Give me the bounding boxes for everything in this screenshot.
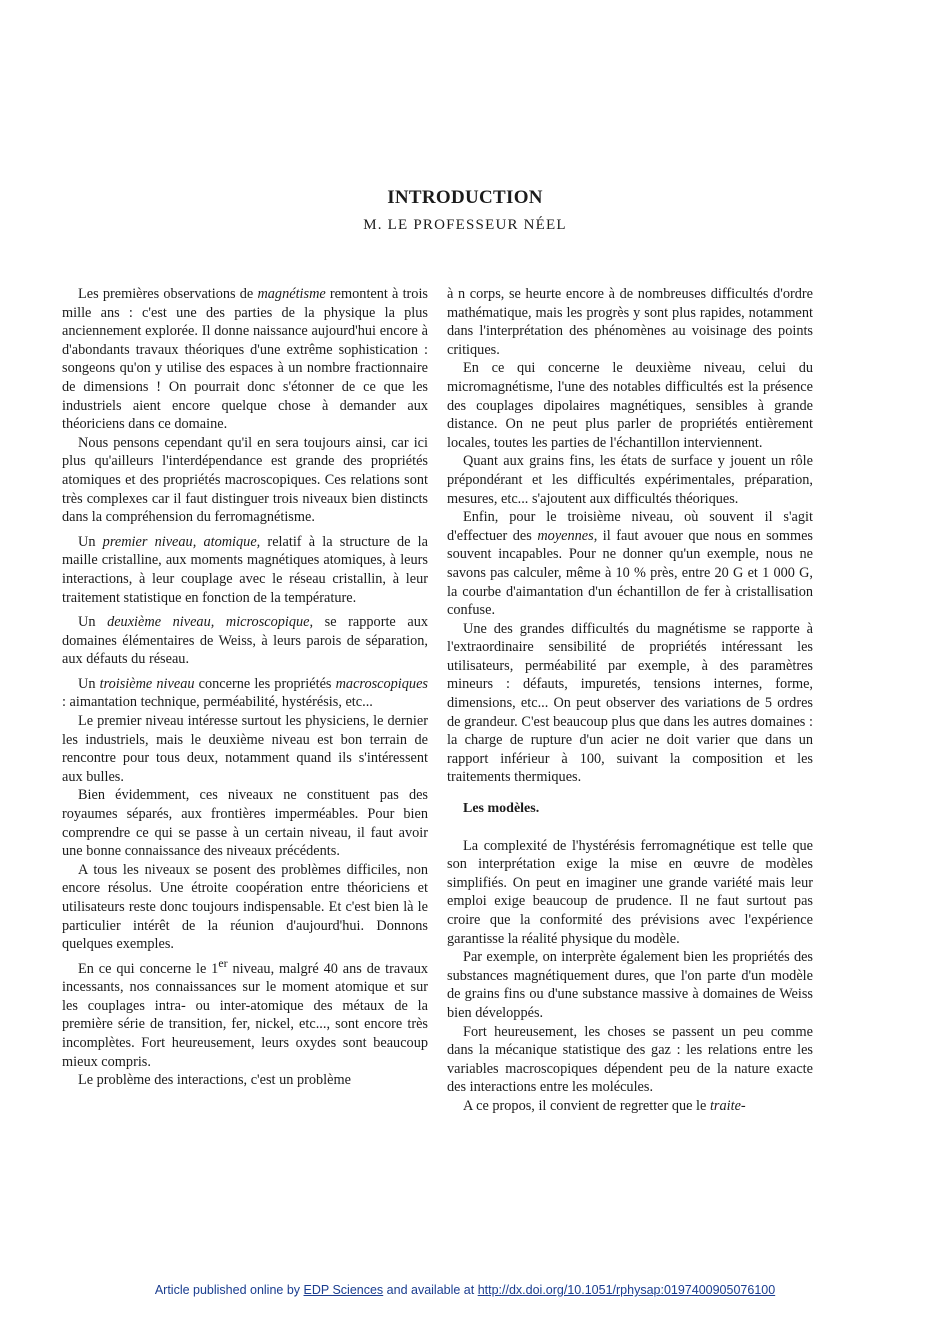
paragraph: A tous les niveaux se posent des problèmes difficiles, non encore résolus. Une étroite coopération entre théoriciens et utilisateurs reste donc toujours indispensable. Et c'est bien là le particulier intérêt de la réunion d'aujourd'hui. Donnons quelques exemples. [62, 861, 428, 953]
emphasis: troisième niveau [99, 675, 195, 692]
paragraph: Nous pensons cependant qu'il en sera toujours ainsi, car ici plus qu'ailleurs l'interdépendance est grande des propriétés atomiques et des propriétés macroscopiques. Ces relations sont très complexes car il faut distinguer trois niveaux bien distincts dans la compréhension du ferromagnétisme. [62, 434, 428, 526]
footer-text: Article published online by [154, 1283, 304, 1297]
paragraph: Bien évidemment, ces niveaux ne constituent pas des royaumes séparés, aux frontières imperméables. Pour bien comprendre ce qui se passe à un certain niveau, il faut avoir une bonne connaissance des niveaux précédents. [62, 787, 428, 860]
publisher-link[interactable]: EDP Sciences [303, 1283, 384, 1297]
emphasis: deuxième niveau, microscopique, [107, 614, 314, 631]
text: relatif à la structure de la maille cristalline, aux moments magnétiques atomiques, à leurs interactions, à leur couplage avec le réseau cristallin, à leur traitement statistique en fonction de la température. [62, 533, 428, 606]
article-title: INTRODUCTION [387, 187, 543, 208]
right-column [447, 285, 813, 1116]
text: Un [78, 533, 103, 550]
emphasis: traite- [709, 1097, 746, 1114]
text: : aimantation technique, perméabilité, hystérésis, etc... [62, 694, 373, 711]
paragraph [447, 508, 813, 620]
text: se rapporte aux domaines élémentaires de Weiss, à leurs parois de séparation, aux défauts du réseau. [62, 614, 428, 668]
emphasis: macroscopiques [335, 675, 428, 692]
paragraph: Une des grandes difficultés du magnétisme se rapporte à l'extraordinaire sensibilité de propriétés intéressant les utilisateurs, perméabilité par exemple, à des paramètres mineurs : défauts, impuretés, tensions internes, forme, dimensions, etc... On peut observer des variations de 5 ordres de grandeur. C'est beaucoup plus que dans les autres domaines : la charge de rupture d'un acier ne doit varier que dans un rapport inférieur à 100, suivant la composition et les traitements thermiques. [447, 620, 813, 786]
paragraph [62, 613, 428, 669]
emphasis: premier niveau, atomique, [102, 533, 261, 550]
text: niveau, malgré 40 ans de travaux incessants, nos connaissances sur le moment atomique et sur les couplages intra- ou inter-atomique des métaux de la première série de transition, fer, nickel, etc..., sont encore très incomplètes. Fort heureusement, leurs oxydes sont beaucoup mieux compris. [62, 960, 428, 1070]
paragraph [62, 954, 428, 1071]
superscript: er [218, 955, 228, 970]
publication-footer [0, 1283, 930, 1297]
paragraph [447, 1097, 813, 1116]
text: il faut avouer que nous en sommes souvent incapables. Pour ne donner qu'un exemple, nous ne savons pas calculer, même à 10 % près, entre 20 G et 1 000 G, la courbe d'aimantation d'un échantillon de fer à cristallisation confuse. [447, 527, 813, 619]
text: En ce qui concerne le 1 [78, 960, 219, 977]
paragraph: En ce qui concerne le deuxième niveau, celui du micromagnétisme, l'une des notables difficultés est la présence des couplages dipolaires magnétiques, sensibles à grande distance. On ne peut plus parler de propriétés entièrement locales, toutes les parties de l'échantillon interviennent. [447, 360, 813, 451]
paragraph: Quant aux grains fins, les états de surface y jouent un rôle prépondérant et les difficultés expérimentales, préparation, mesures, etc... s'ajoutent aux difficultés théoriques. [447, 453, 813, 507]
left-column [62, 285, 428, 1090]
text: A ce propos, il convient de regretter que le [463, 1097, 710, 1114]
footer-text: and available at [383, 1283, 478, 1297]
paragraph: La complexité de l'hystérésis ferromagnétique est telle que son interprétation exige la mise en œuvre de modèles simplifiés. On peut en imaginer une grande variété mais leur emploi exige beaucoup de prudence. Il ne faut surtout pas croire que la conformité des prévisions avec l'expérience garantisse la réalité physique du modèle. [447, 837, 813, 947]
paragraph [62, 285, 428, 434]
paragraph: Fort heureusement, les choses se passent un peu comme dans la mécanique statistique des gaz : les relations entre les variables macroscopiques dépendent peu de la nature exacte des interactions entre les molécules. [447, 1023, 813, 1096]
text: Un [78, 675, 100, 692]
paragraph: Par exemple, on interprète également bien les propriétés des substances magnétiquement dures, que l'on parte d'un modèle de grains fins ou d'une substance massive à domaines de Weiss bien développés. [447, 949, 813, 1021]
author-line: M. LE PROFESSEUR NÉEL [363, 217, 567, 233]
text: Enfin, pour le troisième niveau, où souvent il s'agit d'effectuer des [447, 509, 813, 544]
paragraph [62, 533, 428, 607]
emphasis: moyennes, [537, 527, 598, 544]
paragraph [62, 675, 428, 712]
section-heading: Les modèles. [463, 801, 540, 817]
emphasis: magnétisme [257, 286, 326, 302]
text: remontent à trois mille ans : c'est une des parties de la physique la plus anciennement explorée. Il donne naissance aujourd'hui encore à d'abondants travaux théoriques d'une extrême sophistication : songeons qu'on y utilise des espaces à un nombre fractionnaire de dimensions ! On pourrait donc s'étonner de ce que les industriels aient encore quelque chose à demander aux théoriciens dans ce domaine. [62, 286, 428, 433]
doi-link[interactable]: http://dx.doi.org/10.1051/rphysap:0197400905076100 [477, 1283, 776, 1297]
paragraph: Le premier niveau intéresse surtout les physiciens, le dernier les industriels, mais le deuxième niveau est bon terrain de rencontre pour tous deux, notamment quand ils s'intéressent aux bulles. [62, 713, 428, 785]
paragraph: Le problème des interactions, c'est un problème [78, 1072, 351, 1089]
paragraph: à n corps, se heurte encore à de nombreuses difficultés d'ordre mathématique, mais les progrès y sont plus rapides, notamment dans l'interprétation des phénomènes au voisinage des points critiques. [447, 286, 813, 358]
text: concerne les propriétés [194, 675, 336, 692]
text: Un [78, 614, 108, 631]
text: Les premières observations de [78, 286, 258, 302]
